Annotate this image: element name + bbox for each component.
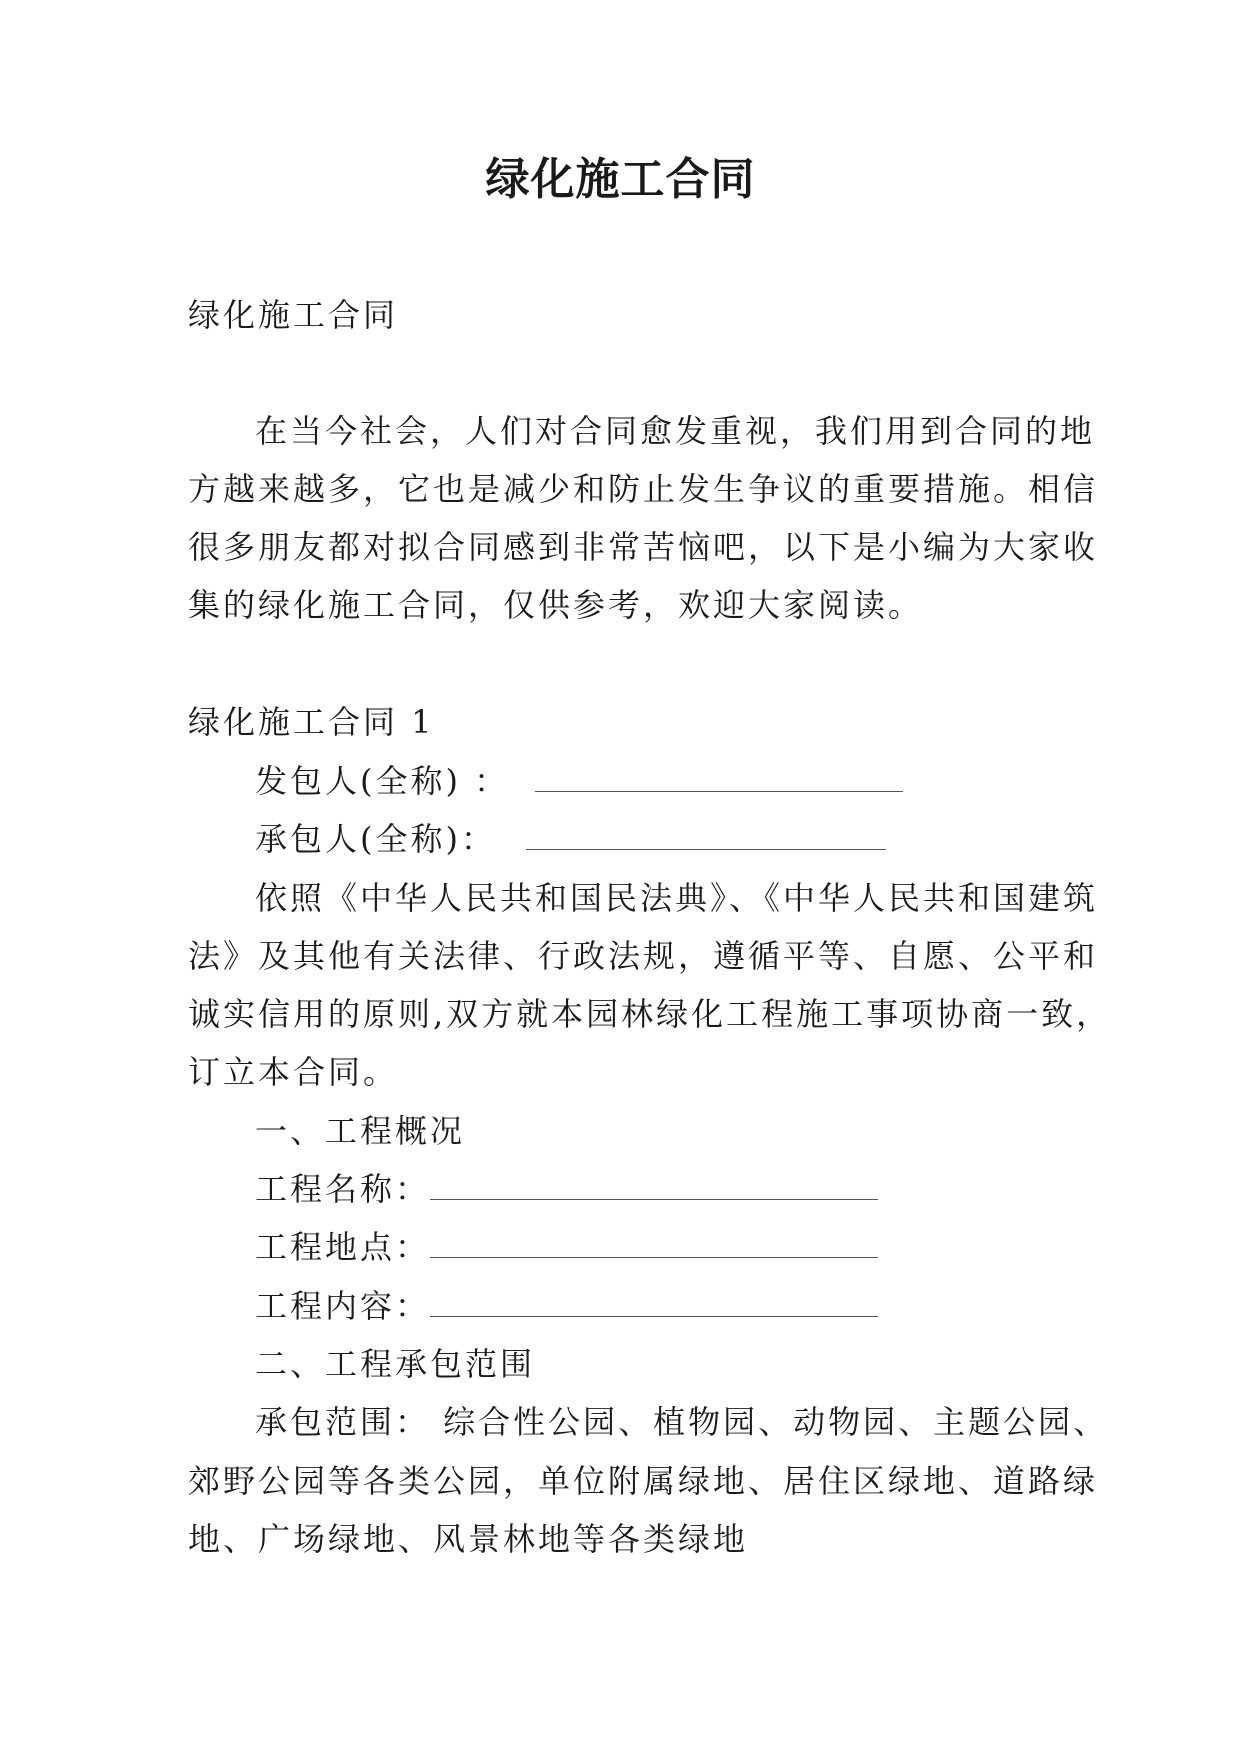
project-content-blank[interactable] [430, 1286, 878, 1317]
project-name-label: 工程名称： [255, 1170, 431, 1208]
project-content-label: 工程内容： [255, 1287, 431, 1325]
project-location-blank[interactable] [430, 1227, 878, 1258]
basis-line-4: 订立本合同。 [188, 1053, 399, 1091]
party-b-blank[interactable] [526, 819, 886, 850]
party-a-row [255, 759, 903, 803]
basis-line-1: 依照《中华人民共和国民法典》、《中华人民共和国建筑 [255, 879, 1099, 917]
scope-line-3: 地、广场绿地、风景林地等各类绿地 [188, 1520, 749, 1558]
basis-line-3: 诚实信用的原则,双方就本园林绿化工程施工事项协商一致， [188, 995, 1112, 1033]
intro-line-4: 集的绿化施工合同，仅供参考，欢迎大家阅读。 [188, 586, 924, 624]
intro-line-1: 在当今社会，人们对合同愈发重视，我们用到合同的地 [255, 412, 1096, 450]
party-b-row [255, 817, 886, 861]
section-1-title: 一、工程概况 [255, 1112, 466, 1150]
project-content-row [255, 1284, 878, 1328]
document-subtitle: 绿化施工合同 [188, 296, 399, 334]
project-location-label: 工程地点： [255, 1228, 431, 1266]
scope-line-1: 承包范围： 综合性公园、植物园、动物园、主题公园、 [255, 1403, 1109, 1441]
project-name-blank[interactable] [430, 1169, 878, 1200]
scope-line-2: 郊野公园等各类公园，单位附属绿地、居住区绿地、道路绿 [188, 1462, 1099, 1500]
party-b-label: 承包人(全称)： [255, 820, 496, 858]
project-location-row [255, 1225, 878, 1269]
party-a-label: 发包人(全称) ： [255, 762, 510, 800]
intro-line-3: 很多朋友都对拟合同感到非常苦恼吧，以下是小编为大家收 [188, 528, 1099, 566]
basis-line-2: 法》及其他有关法律、行政法规，遵循平等、自愿、公平和 [188, 937, 1099, 975]
intro-line-2: 方越来越多，它也是减少和防止发生争议的重要措施。相信 [188, 470, 1099, 508]
project-name-row [255, 1167, 878, 1211]
section-2-title: 二、工程承包范围 [255, 1345, 536, 1383]
document-title: 绿化施工合同 [485, 154, 756, 205]
contract-heading: 绿化施工合同 1 [188, 703, 435, 741]
party-a-blank[interactable] [535, 761, 903, 792]
